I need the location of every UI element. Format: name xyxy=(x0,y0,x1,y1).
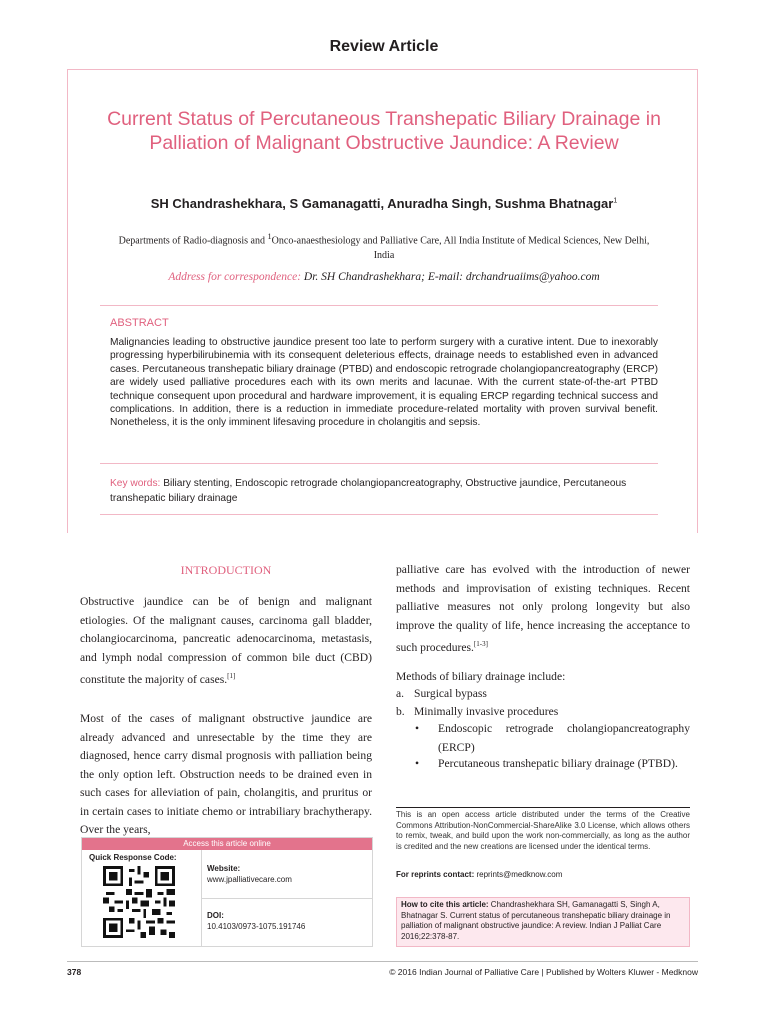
reprints-email[interactable]: reprints@medknow.com xyxy=(474,870,563,879)
list-marker: b. xyxy=(396,705,405,718)
abstract-heading: ABSTRACT xyxy=(110,317,169,329)
citation-text xyxy=(401,900,686,942)
license-text: This is an open access article distributed under the terms of the Creative Commons Attribution-NonCommercial-ShareAlike 3.0 License, which allows others to remix, tweak, and build upon the work non-commercially, as long as the author is credited and the new creations are licensed under the identical terms. xyxy=(396,810,690,851)
methods-intro: Methods of biliary drainage include: xyxy=(396,670,566,683)
divider xyxy=(100,305,658,306)
reprints-label: For reprints contact: xyxy=(396,870,475,879)
paragraph xyxy=(396,561,690,657)
list-item xyxy=(396,703,558,722)
paragraph: Most of the cases of malignant obstructive jaundice are already advanced and unresectable by the time they are diagnosed, hence carry dismal prognosis with palliation being the only option left. Obstruction needs to be drained even in such cases for alleviation of pain, cholangitis, and pruritus or in certain cases to initiate chemo or intrabiliary brachytherapy. Over the years, xyxy=(80,712,372,836)
bullet-icon: • xyxy=(415,722,420,735)
bullet-icon: • xyxy=(415,757,420,770)
correspondence-label: Address for correspondence: xyxy=(168,271,302,283)
keywords-label: Key words: xyxy=(110,478,161,489)
citation-ref: [1-3] xyxy=(473,640,488,648)
author-affiliation-marker: 1 xyxy=(613,197,618,205)
doi-label: DOI: xyxy=(207,911,224,920)
section-heading-introduction: INTRODUCTION xyxy=(180,563,272,577)
footer-divider xyxy=(67,961,698,962)
divider xyxy=(100,514,658,515)
citation-ref: [1] xyxy=(227,672,236,680)
author-names: SH Chandrashekhara, S Gamanagatti, Anuradha Singh, Sushma Bhatnagar xyxy=(150,196,614,211)
citation-body: Chandrashekhara SH, Gamanagatti S, Singh A, Bhatnagar S. Current status of percutaneous transhepatic biliary drainage in palliation of malignant obstructive jaundice: A review. Indian J Palliat Care 2016;22:378-87. xyxy=(401,900,671,941)
doi-link[interactable]: 10.4103/0973-1075.191746 xyxy=(207,922,306,931)
bullet-text: Endoscopic retrograde cholangiopancreatography (ERCP) xyxy=(438,722,690,754)
paragraph xyxy=(80,593,372,689)
author-list xyxy=(80,196,688,211)
divider xyxy=(396,807,690,808)
list-item xyxy=(396,685,487,704)
divider xyxy=(202,898,372,899)
affiliation-marker: 1 xyxy=(267,232,272,241)
affiliation-part-1: Departments of Radio-diagnosis and xyxy=(118,235,268,247)
article-title: Current Status of Percutaneous Transhepatic Biliary Drainage in Palliation of Malignant Obstructive Jaundice: A Review xyxy=(107,108,661,154)
paragraph-text: Obstructive jaundice can be of benign and malignant etiologies. Of the malignant causes, carcinoma gall bladder, cholangiocarcinoma, pancreatic adenocarcinoma, metastasis, and lymph nodal compression of common bile duct (CBD) constitute the majority of cases. xyxy=(80,595,372,686)
bullet-item xyxy=(415,720,690,757)
keywords xyxy=(110,476,658,506)
affiliation-part-2: Onco-anaesthesiology and Palliative Care, All India Institute of Medical Sciences, New Delhi, India xyxy=(271,235,650,262)
page-number: 378 xyxy=(67,967,82,977)
section-label: Review Article xyxy=(329,38,439,55)
keywords-text: Biliary stenting, Endoscopic retrograde cholangiopancreatography, Obstructive jaundice, Percutaneous transhepatic biliary drainage xyxy=(110,478,627,504)
list-item-text: Surgical bypass xyxy=(414,687,487,700)
correspondence xyxy=(90,271,678,283)
correspondence-text: Dr. SH Chandrashekhara; E-mail: drchandruaiims@yahoo.com xyxy=(301,271,600,283)
bullet-text: Percutaneous transhepatic biliary drainage (PTBD). xyxy=(438,757,678,770)
affiliation xyxy=(110,229,658,263)
reprints-contact xyxy=(396,870,562,879)
paragraph-text: palliative care has evolved with the introduction of newer methods and improvisation of existing techniques. Recent palliative measures not only prolong longevity but also improve the quality of life, hence increasing the acceptance to such procedures. xyxy=(396,563,690,654)
journal-info: © 2016 Indian Journal of Palliative Care | Published by Wolters Kluwer - Medknow xyxy=(389,967,698,977)
access-box-header: Access this article online xyxy=(82,838,372,850)
list-marker: a. xyxy=(396,687,405,700)
bullet-item xyxy=(415,755,690,774)
divider xyxy=(100,463,658,464)
website-label: Website: xyxy=(207,864,241,873)
abstract-text: Malignancies leading to obstructive jaundice present too late to perform surgery with a curative intent. Due to inexorably progressing hyperbilirubinemia with its consequent deleterious effects, drainage needs to established even in advanced cases. Percutaneous transhepatic biliary drainage (PTBD) and endoscopic retrograde cholangiopancreatography (ERCP) are widely used palliative procedures each with its own merits and lacunae. With the current state-of-the-art PTBD technique consequent upon procedural and hardware improvement, it is equaling ERCP regarding technical success and complications. In addition, there is a reduction in immediate procedure-related mortality with proven survival benefit. Nonetheless, it is the only imminent lifesaving procedure in cholangitis and sepsis. xyxy=(110,337,658,429)
qr-code-label: Quick Response Code: xyxy=(89,853,177,862)
list-item-text: Minimally invasive procedures xyxy=(414,705,559,718)
qr-code-icon[interactable] xyxy=(103,866,175,938)
website-link[interactable]: www.jpalliativecare.com xyxy=(207,875,292,884)
citation-label: How to cite this article: xyxy=(401,900,489,909)
